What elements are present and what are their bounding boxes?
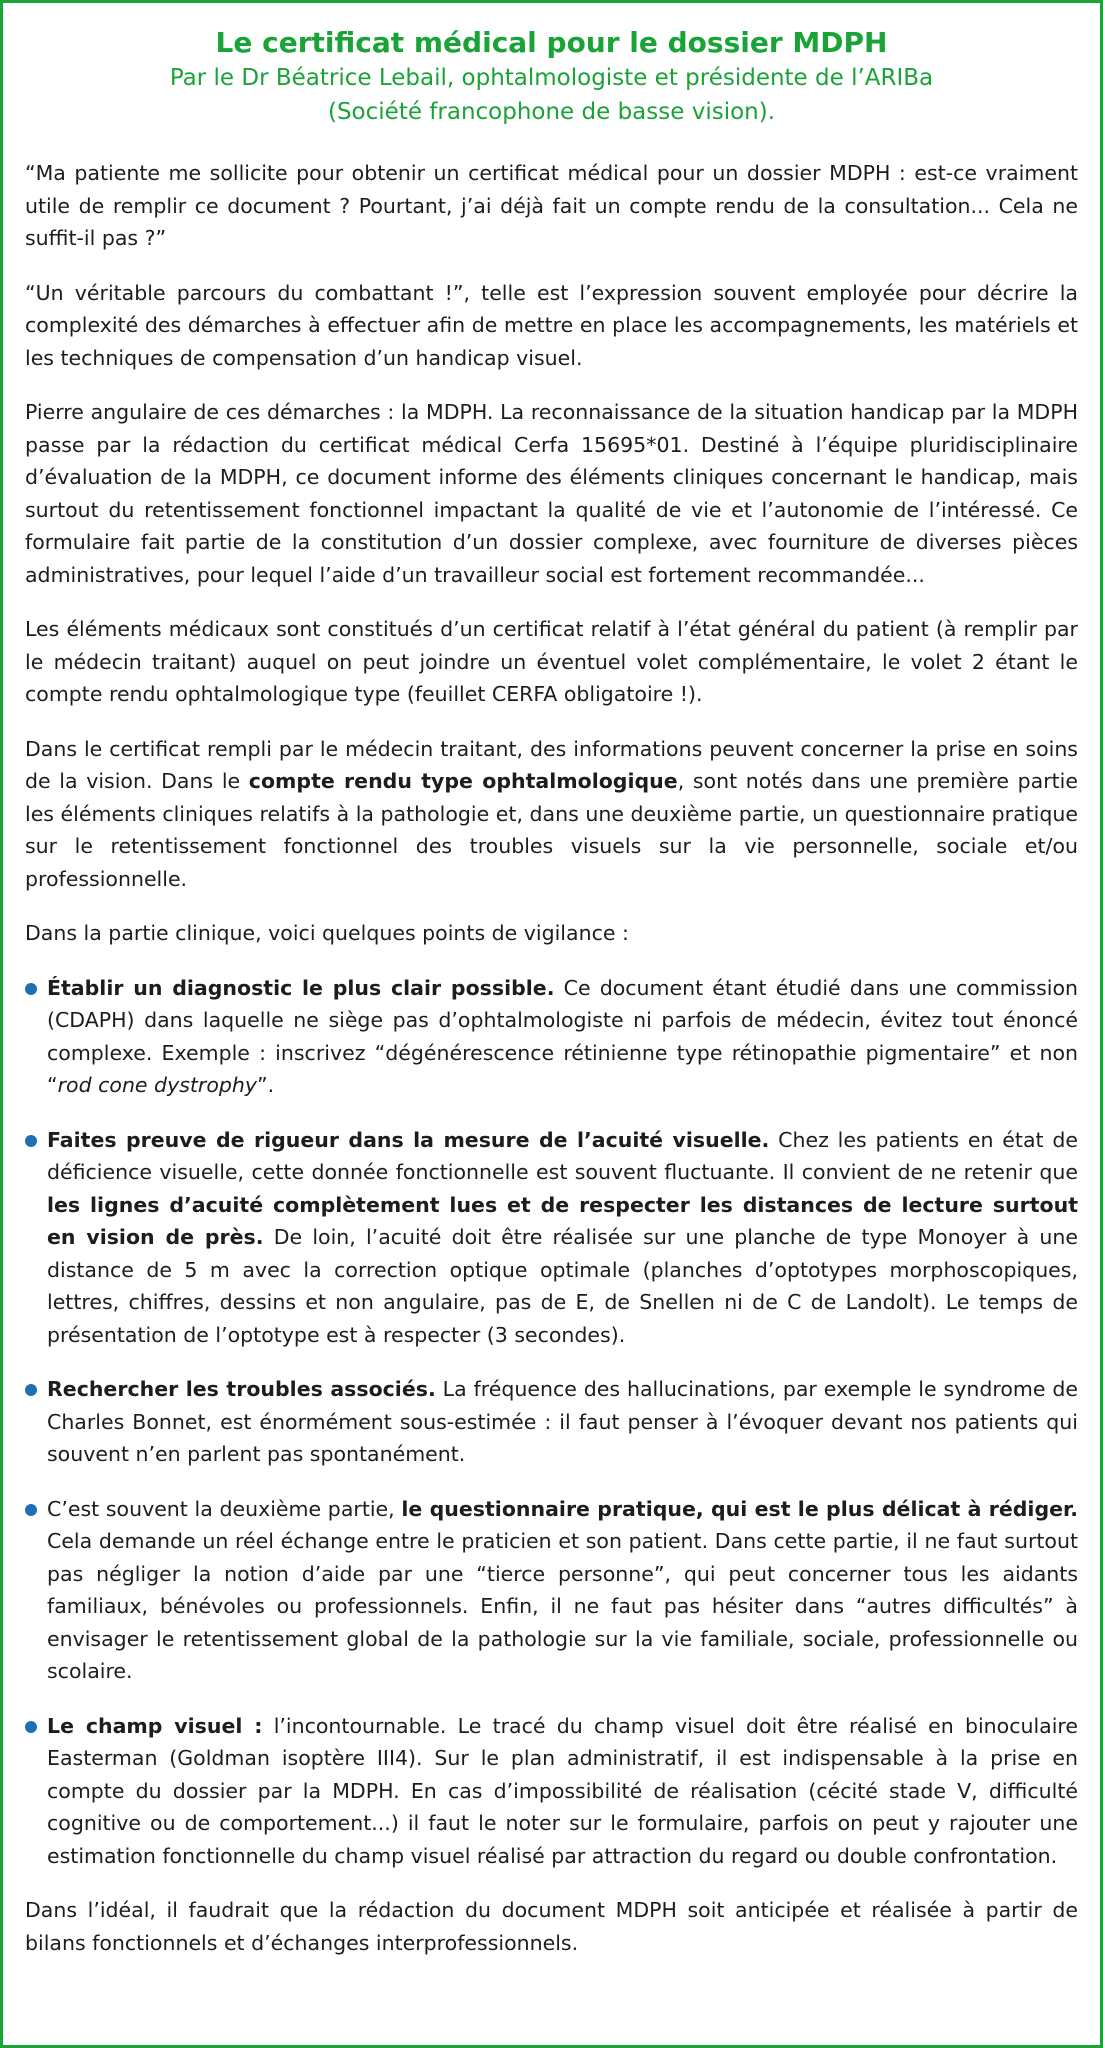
vigilance-list — [25, 972, 1078, 1873]
bold-run: Établir un diagnostic le plus clair possible. — [47, 975, 555, 1000]
article-header — [25, 25, 1078, 129]
list-item-champ-visuel — [25, 1710, 1078, 1873]
article-title: Le certificat médical pour le dossier MDPH — [215, 26, 888, 59]
italic-run: rod cone dystrophy — [57, 1073, 258, 1097]
list-item-diagnostic — [25, 972, 1078, 1102]
text-run: , sont notés dans une première partie les éléments cliniques relatifs à la pathologie et, dans une deuxième partie, un questionnaire pratique sur le retentissement fonctionnel des troubles visuels sur la vie personnelle, sociale et/ou professionnelle. — [25, 769, 1078, 891]
list-item-acuite — [25, 1124, 1078, 1352]
article-body — [25, 157, 1078, 1959]
list-item-questionnaire — [25, 1493, 1078, 1688]
author-affiliation: (Société francophone de basse vision). — [327, 99, 776, 125]
bullet-dot-icon — [25, 1721, 37, 1733]
paragraph-intro-quote: “Ma patiente me sollicite pour obtenir un certificat médical pour un dossier MDPH : est-ce vraiment utile de remplir ce document ? Pourtant, j’ai déjà fait un compte rendu de la consultation... Cela ne suffit-il pas ?” — [25, 161, 1078, 250]
paragraph-parcours: “Un véritable parcours du combattant !”, telle est l’expression souvent employée pour décrire la complexité des démarches à effectuer afin de mettre en place les accompagnements, les matériels et les techniques de compensation d’un handicap visuel. — [25, 280, 1078, 370]
text-run: De loin, l’acuité doit être réalisée sur une planche de type Monoyer à une distance de 5 m avec la correction optique optimale (planches d’optotypes morphoscopiques, lettres, chiffres, dessins et non angulaire, pas de E, de Snellen ni de C de Landolt). Le temps de présentation de l’optotype est à respecter (3 secondes). — [47, 1225, 1078, 1347]
text-run: Dans le certificat rempli par le médecin traitant, des informations peuvent concerner la prise en soins de la vision. Dans le — [25, 736, 1078, 793]
bullet-dot-icon — [25, 983, 37, 995]
author-line: Par le Dr Béatrice Lebail, ophtalmologiste et présidente de l’ARIBa — [169, 65, 934, 91]
bold-run: Le champ visuel : — [47, 1713, 263, 1738]
text-run: l’incontournable. Le tracé du champ visuel doit être réalisé en binoculaire Easterman (Goldman isoptère III4). Sur le plan administratif, il est indispensable à la prise en compte du dossier par la MDPH. En cas d’impossibilité de réalisation (cécité stade V, difficulté cognitive ou de comportement...) il faut le noter sur le formulaire, parfois on peut y rajouter une estimation fonctionnelle du champ visuel réalisé par attraction du regard ou double confrontation. — [47, 1713, 1078, 1868]
paragraph-compte-rendu — [25, 733, 1078, 896]
bold-run: le questionnaire pratique, qui est le plus délicat à rédiger. — [401, 1496, 1079, 1521]
bold-run: compte rendu type ophtalmologique — [248, 769, 678, 793]
bold-run: Faites preuve de rigueur dans la mesure de l’acuité visuelle. — [47, 1127, 770, 1152]
text-run: C’est souvent la deuxième partie, — [47, 1496, 402, 1521]
list-item-troubles — [25, 1373, 1078, 1471]
paragraph-mdph: Pierre angulaire de ces démarches : la MDPH. La reconnaissance de la situation handicap par la MDPH passe par la rédaction du certificat médical Cerfa 15695*01. Destiné à l’équipe pluridisciplinaire d’évaluation de la MDPH, ce document informe des éléments cliniques concernant le handicap, mais surtout du retentissement fonctionnel impactant la qualité de vie et l’autonomie de l’intéressé. Ce formulaire fait partie de la constitution d’un dossier complexe, avec fourniture de diverses pièces administratives, pour lequel l’aide d’un travailleur social est fortement recommandée... — [25, 400, 1078, 587]
paragraph-vigilance-intro: Dans la partie clinique, voici quelques points de vigilance : — [25, 921, 629, 945]
bold-run: Rechercher les troubles associés. — [47, 1377, 436, 1401]
text-run: Chez les patients en état de déficience visuelle, cette donnée fonctionnelle est souvent fluctuante. Il convient de ne retenir que — [47, 1127, 1078, 1184]
bullet-dot-icon — [25, 1504, 37, 1516]
bullet-dot-icon — [25, 1135, 37, 1147]
bold-run: les lignes d’acuité complètement lues et de respecter les distances de lecture surtout en vision de près. — [47, 1192, 1078, 1249]
paragraph-elements-medicaux: Les éléments médicaux sont constitués d’un certificat relatif à l’état général du patient (à remplir par le médecin traitant) auquel on peut joindre un éventuel volet complémentaire, le volet 2 étant le compte rendu ophtalmologique type (feuillet CERFA obligatoire !). — [25, 617, 1078, 706]
text-run: Cela demande un réel échange entre le praticien et son patient. Dans cette partie, il ne faut surtout pas négliger la notion d’aide par une “tierce personne”, qui peut concerner tous les aidants familiaux, bénévoles ou professionnels. Enfin, il ne faut pas hésiter dans “autres difficultés” à envisager le retentissement global de la pathologie sur la vie familiale, sociale, professionnelle ou scolaire. — [47, 1529, 1078, 1683]
text-run: La fréquence des hallucinations, par exemple le syndrome de Charles Bonnet, est énormément sous-estimée : il faut penser à l’évoquer devant nos patients qui souvent n’en parlent pas spontanément. — [47, 1377, 1078, 1466]
text-run: Ce document étant étudié dans une commission (CDAPH) dans laquelle ne siège pas d’ophtalmologiste ni parfois de médecin, évitez tout énoncé complexe. Exemple : inscrivez “dégénérescence rétinienne type rétinopathie pigmentaire” et non “ — [47, 975, 1078, 1097]
text-run: ”. — [257, 1073, 275, 1097]
paragraph-conclusion: Dans l’idéal, il faudrait que la rédaction du document MDPH soit anticipée et réalisée à partir de bilans fonctionnels et d’échanges interprofessionnels. — [25, 1898, 1078, 1955]
bullet-dot-icon — [25, 1384, 37, 1396]
